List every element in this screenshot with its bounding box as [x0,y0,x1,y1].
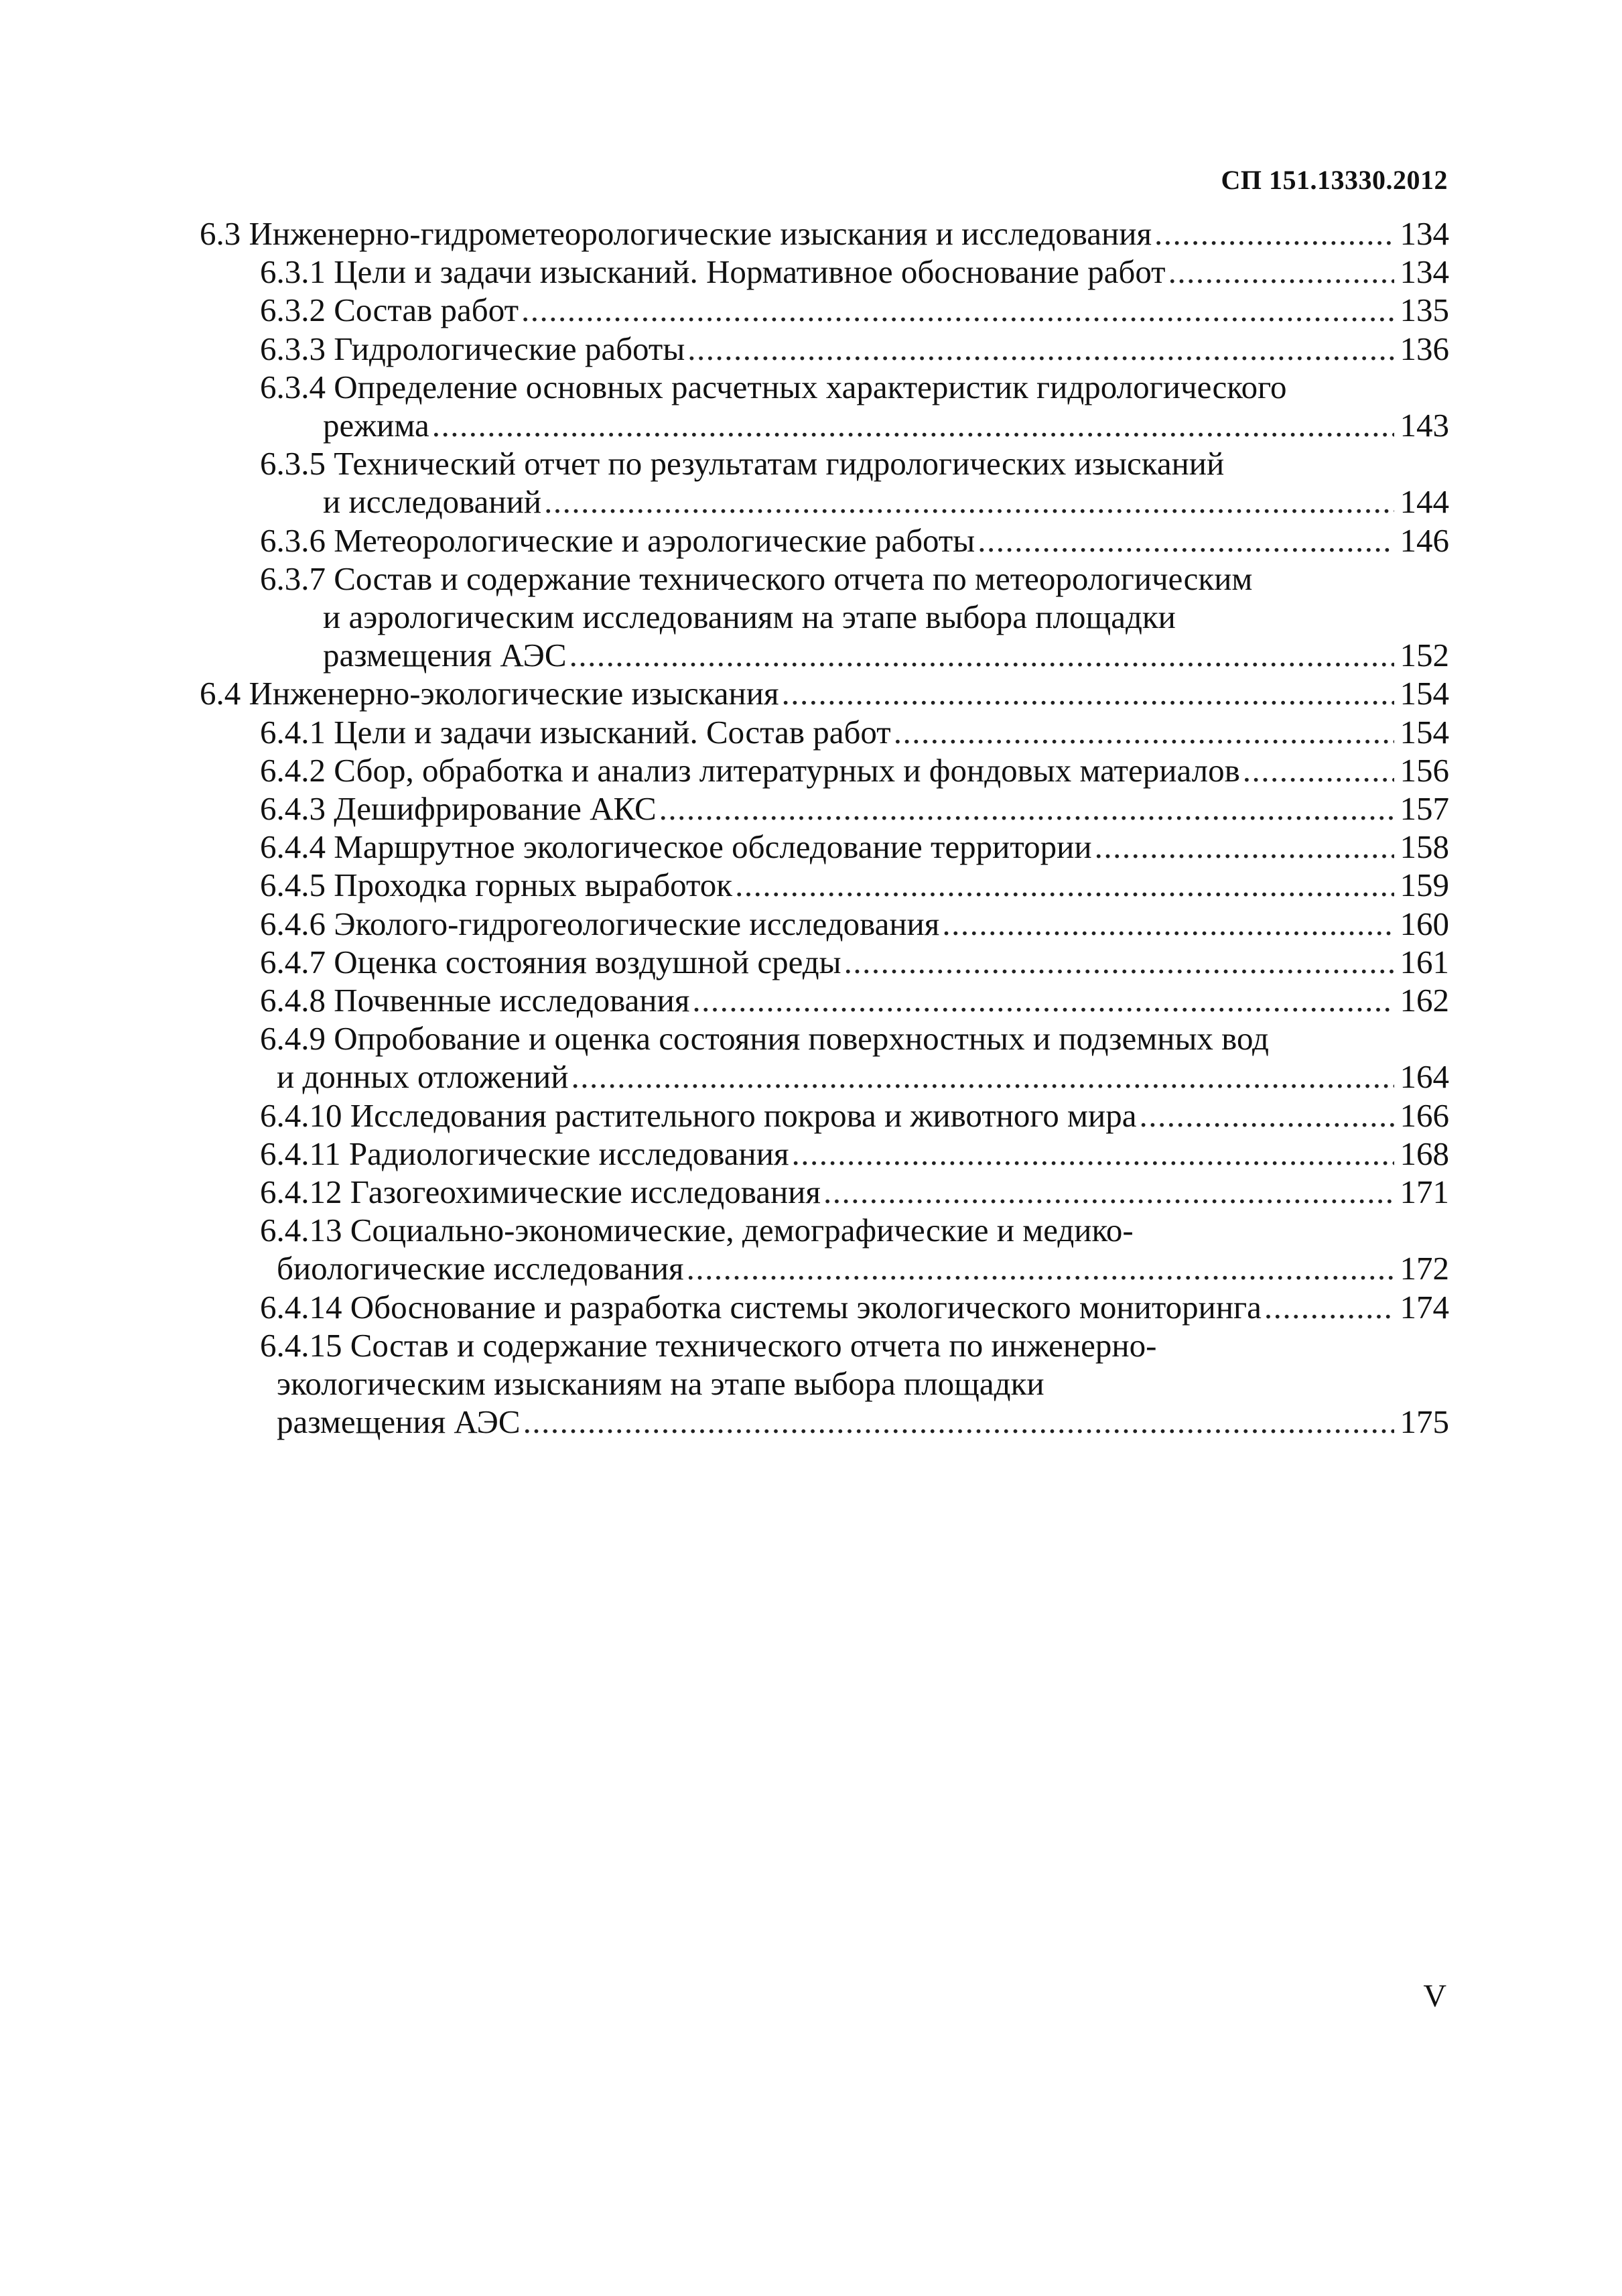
toc-entry-line [200,789,1449,828]
toc-entry-title: 6.4.12 Газогеохимические исследования [260,1173,821,1211]
toc-entry-line [200,291,1449,329]
toc-page-number: 175 [1400,1403,1449,1441]
toc-entry-line [200,1096,1449,1135]
toc-page-number: 159 [1400,867,1449,904]
toc-leader-dots [894,713,1394,751]
toc-entry-title: 6.4.8 Почвенные исследования [260,982,690,1019]
toc-entry-title: размещения АЭС [323,637,567,674]
toc-page-number: 168 [1400,1135,1449,1172]
page-number: V [1423,1978,1446,2014]
toc-leader-dots [569,636,1394,674]
toc-page-number: 143 [1400,407,1449,444]
toc-entry-title: и донных отложений [277,1058,569,1096]
toc-entry-title: 6.4.9 Опробование и оценка состояния поверхностных и подземных вод [260,1020,1269,1058]
toc-leader-dots [977,521,1394,560]
toc-entry-title: 6.4.3 Дешифрирование АКС [260,790,657,828]
toc-entry-line [200,943,1449,981]
toc-page-number: 154 [1400,713,1449,751]
toc-page-number: 162 [1400,982,1449,1019]
toc-page-number: 160 [1400,905,1449,942]
toc-entry-title: 6.4.13 Социально-экономические, демографические и медико- [260,1212,1134,1249]
toc-page-number: 164 [1400,1058,1449,1096]
toc-leader-dots [687,330,1394,368]
toc-entry-title: 6.4.1 Цели и задачи изысканий. Состав работ [260,713,891,751]
toc-page-number: 161 [1400,943,1449,980]
toc-entry-line [200,521,1449,560]
toc-leader-dots [1154,214,1394,253]
toc-entry-line [200,751,1449,789]
toc-entry-line [200,866,1449,904]
toc-page-number: 174 [1400,1288,1449,1326]
toc-entry-title: 6.4.5 Проходка горных выработок [260,867,733,904]
toc-entry-title: режима [323,407,429,444]
table-of-contents [200,214,1449,1442]
toc-entry-title: размещения АЭС [277,1403,521,1441]
toc-entry-line [200,1135,1449,1173]
toc-page-number: 157 [1400,790,1449,828]
toc-leader-dots [1243,751,1394,789]
toc-entry-line [200,444,1449,483]
toc-entry-line [200,636,1449,674]
toc-leader-dots [1264,1288,1394,1326]
toc-entry-line [200,330,1449,368]
toc-entry-line [200,1019,1449,1058]
toc-leader-dots [823,1173,1394,1211]
toc-leader-dots [692,981,1394,1019]
toc-entry-title: 6.3.4 Определение основных расчетных характеристик гидрологического [260,368,1287,405]
toc-entry-line [200,1058,1449,1096]
toc-entry-title: 6.4.7 Оценка состояния воздушной среды [260,943,841,980]
toc-page-number: 172 [1400,1250,1449,1287]
toc-leader-dots [544,483,1394,521]
toc-entry-line [200,713,1449,751]
toc-entry-line [200,483,1449,521]
toc-entry-line [200,828,1449,866]
toc-entry-title: 6.3.7 Состав и содержание технического отчета по метеорологическим [260,560,1253,597]
toc-page-number: 171 [1400,1173,1449,1211]
toc-entry-line [200,1364,1449,1403]
toc-leader-dots [1095,828,1394,866]
toc-entry-title: 6.3.6 Метеорологические и аэрологические работы [260,521,975,559]
toc-page-number: 135 [1400,292,1449,329]
toc-entry-title: 6.3.2 Состав работ [260,292,519,329]
toc-entry-line [200,253,1449,291]
toc-leader-dots [1140,1096,1394,1135]
toc-entry-title: 6.3 Инженерно-гидрометеорологические изыскания и исследования [200,215,1152,252]
toc-leader-dots [687,1249,1394,1287]
toc-entry-line [200,905,1449,943]
toc-entry-line [200,1173,1449,1211]
toc-entry-title: 6.4.14 Обоснование и разработка системы экологического мониторинга [260,1288,1262,1326]
toc-leader-dots [844,943,1394,981]
toc-entry-line [200,1326,1449,1364]
toc-leader-dots [521,291,1394,329]
toc-entry-title: 6.3.1 Цели и задачи изысканий. Нормативное обоснование работ [260,253,1166,291]
toc-page-number: 146 [1400,521,1449,559]
toc-page-number: 156 [1400,751,1449,789]
toc-leader-dots [942,905,1394,943]
toc-entry-line [200,368,1449,406]
toc-entry-line [200,1211,1449,1249]
toc-leader-dots [659,789,1394,828]
toc-entry-line [200,560,1449,598]
toc-leader-dots [1168,253,1394,291]
toc-leader-dots [735,866,1394,904]
toc-entry-line [200,1249,1449,1287]
toc-leader-dots [792,1135,1394,1173]
toc-entry-line [200,1403,1449,1441]
toc-leader-dots [432,406,1394,444]
toc-leader-dots [523,1403,1394,1441]
toc-entry-title: экологическим изысканиям на этапе выбора площадки [277,1365,1044,1403]
toc-entry-title: 6.4.10 Исследования растительного покрова и животного мира [260,1096,1137,1134]
toc-entry-line [200,674,1449,712]
toc-page-number: 152 [1400,637,1449,674]
toc-entry-title: 6.4.4 Маршрутное экологическое обследование территории [260,828,1092,866]
document-code: СП 151.13330.2012 [1221,165,1448,195]
toc-entry-title: 6.4.2 Сбор, обработка и анализ литературных и фондовых материалов [260,751,1240,789]
toc-page-number: 134 [1400,215,1449,252]
toc-entry-title: биологические исследования [277,1250,684,1287]
toc-entry-title: 6.3.3 Гидрологические работы [260,330,685,367]
toc-page-number: 158 [1400,828,1449,866]
toc-entry-line [200,214,1449,253]
toc-leader-dots [782,674,1395,712]
toc-entry-line [200,598,1449,636]
toc-entry-title: и исследований [323,483,542,521]
toc-page-number: 136 [1400,330,1449,367]
toc-entry-title: 6.4.15 Состав и содержание технического отчета по инженерно- [260,1326,1157,1364]
toc-entry-line [200,1288,1449,1326]
toc-entry-title: 6.4.6 Эколого-гидрогеологические исследования [260,905,940,942]
toc-leader-dots [571,1058,1394,1096]
toc-entry-title: 6.4 Инженерно-экологические изыскания [200,675,779,712]
toc-page-number: 134 [1400,253,1449,291]
toc-page-number: 166 [1400,1096,1449,1134]
toc-entry-line [200,981,1449,1019]
toc-page-number: 144 [1400,483,1449,521]
toc-entry-title: и аэрологическим исследованиям на этапе выбора площадки [323,598,1176,636]
toc-entry-title: 6.4.11 Радиологические исследования [260,1135,789,1172]
toc-page-number: 154 [1400,675,1449,712]
toc-entry-line [200,406,1449,444]
toc-entry-title: 6.3.5 Технический отчет по результатам гидрологических изысканий [260,445,1225,483]
